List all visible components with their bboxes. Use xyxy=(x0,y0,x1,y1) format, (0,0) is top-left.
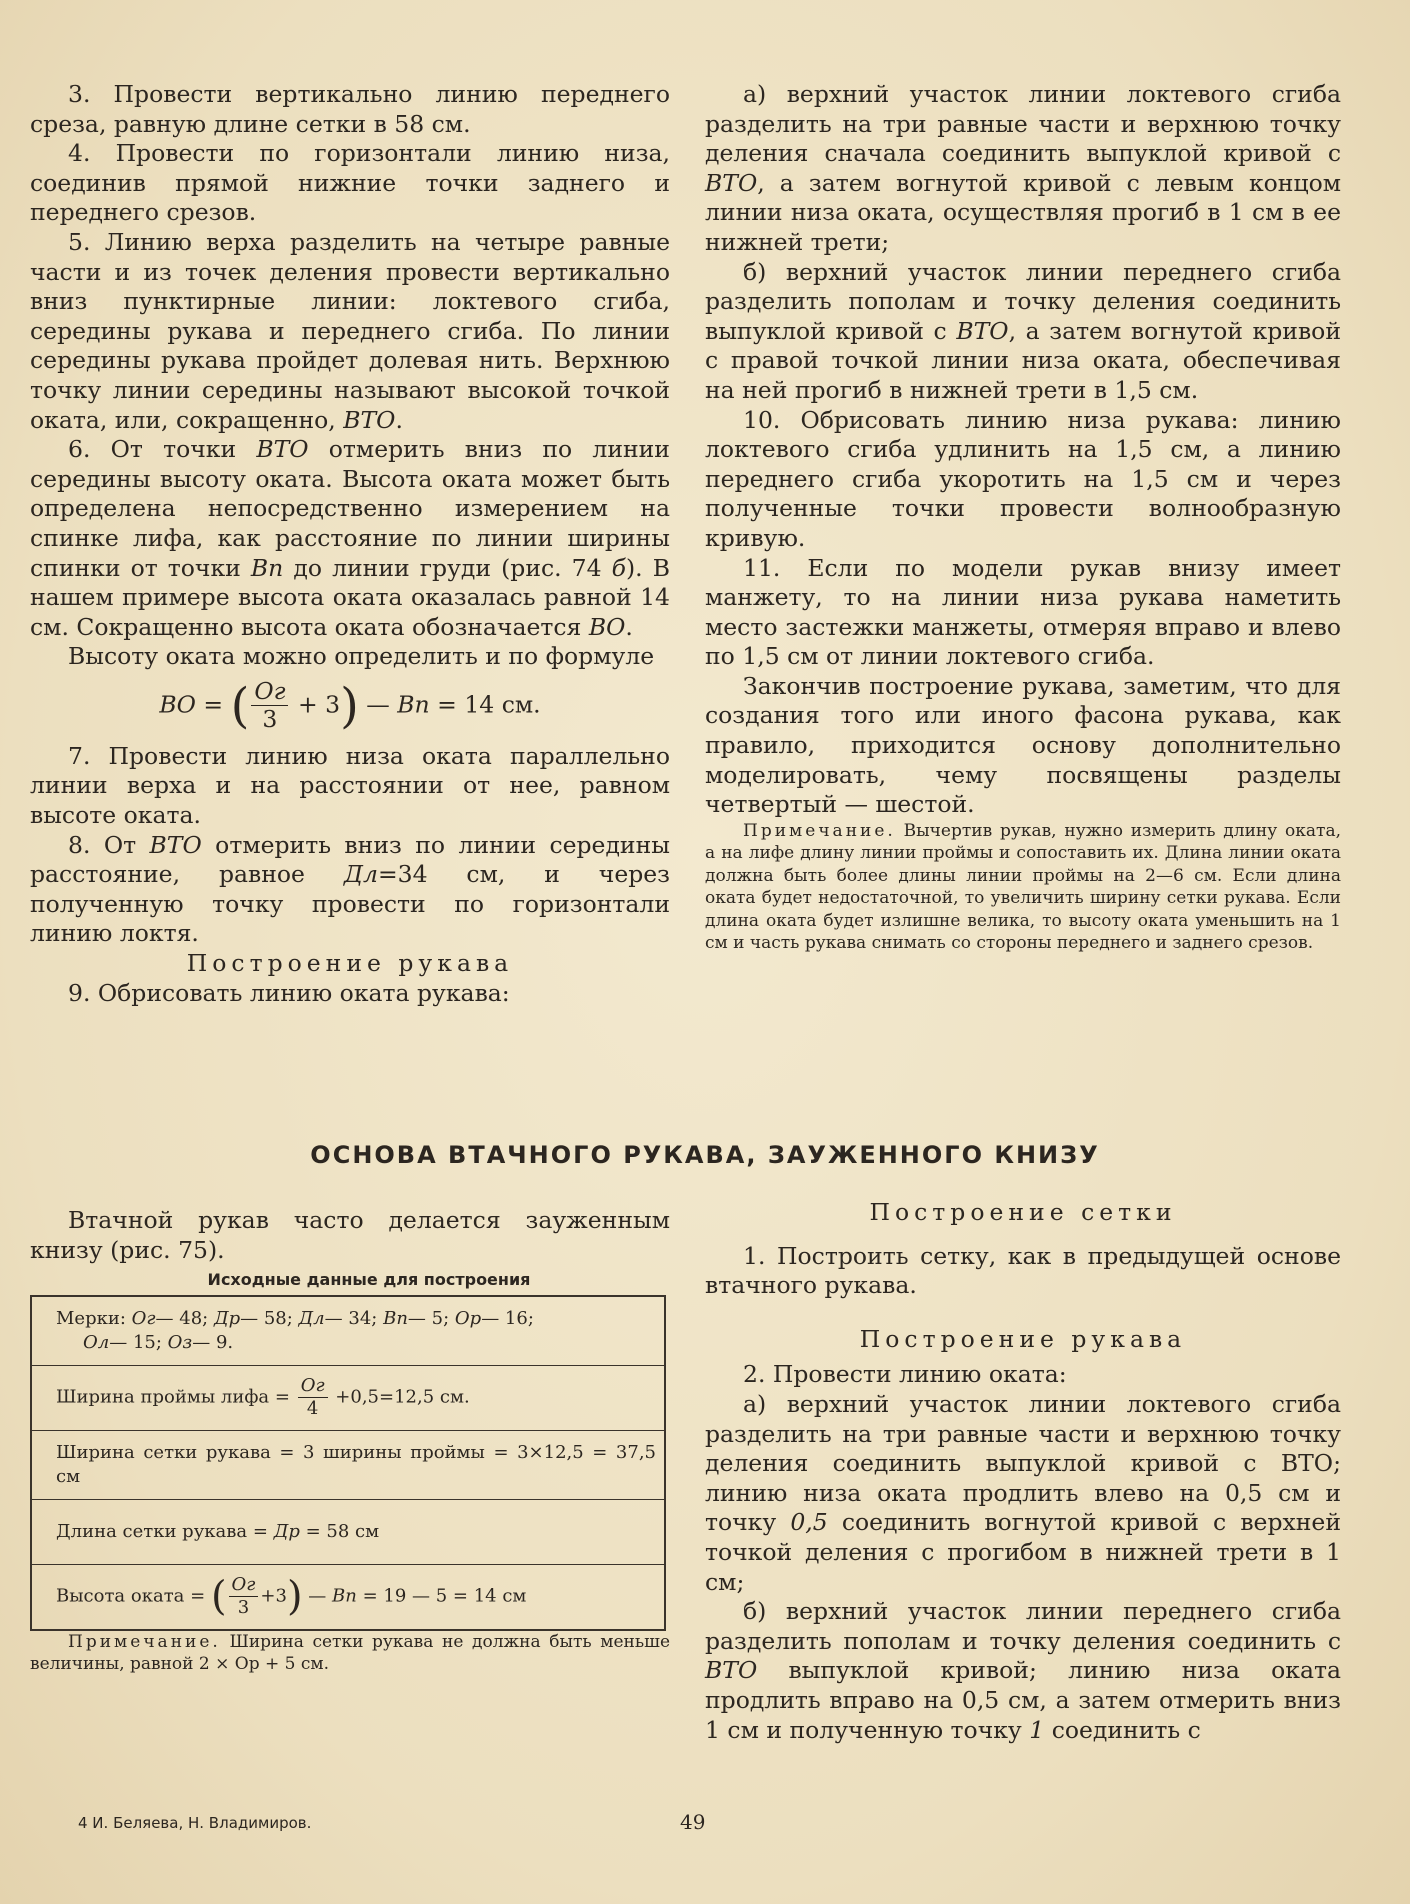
cap-height-cell: Высота оката = ( $\frac{Ог}{3}$ +3) — Вп = 19 — 5 = 14 см xyxy=(31,1564,665,1630)
formula-vo: ВО = ( $\frac{Ог}{3}$ + 3) — Вп = 14 см. xyxy=(159,676,541,734)
measurements-cell: Мерки: Ог— 48; Др— 58; Дл— 34; Вп— 5; Ор— 16; Ол— 15; Оз— 9. xyxy=(56,1307,534,1353)
step-2a: а) верхний участок линии локтевого сгиба разделить на три равные части и верхнюю точку деления соединить выпуклой кривой с ВТО; линию низа оката продлить влево на 0,5 см и точку 0,5 соединить вогнутой кривой с верхней точкой деления с прогибом в нижней трети в 1 см; xyxy=(705,1389,1341,1596)
page-number: 49 xyxy=(680,1810,706,1834)
closing-paragraph: Закончив построение рукава, заметим, что для создания того или иного фасона рукава, как правило, приходится основу дополнительно моделировать, чему посвящены разделы четвертый — шестой. xyxy=(705,671,1341,819)
step-4: 4. Провести по горизонтали линию низа, соединив прямой нижние точки заднего и переднего срезов. xyxy=(30,139,670,227)
right-column-2 xyxy=(705,1198,1341,1745)
step-2b: б) верхний участок линии переднего сгиба разделить пополам и точку деления соединить с ВТО выпуклой кривой; линию низа оката продлить вправо на 0,5 см, а затем отмерить вниз 1 см и полученную точку 1 соединить с xyxy=(705,1597,1341,1744)
table-row xyxy=(31,1365,665,1430)
subheading-grid-construction: Построение сетки xyxy=(869,1198,1177,1226)
table-title: Исходные данные для построения xyxy=(207,1270,531,1290)
grid-width-cell: Ширина сетки рукава = 3 ширины проймы = 3×12,5 = 37,5 см xyxy=(31,1430,665,1499)
step-8: 8. От ВТО отмерить вниз по линии середины расстояние, равное Дл=34 см, и через полученную точку провести по горизонтали линию локтя. xyxy=(30,830,670,948)
note: Примечание. Вычертив рукав, нужно измерить длину оката, а на лифе длину линии проймы и сопоставить их. Длина линии оката должна быть более длины линии проймы на 2—6 см. Если длина оката будет недостаточной, то увеличить ширину сетки рукава. Если длина оката будет излишне велика, то высоту оката уменьшить на 1 см и часть рукава снимать со стороны переднего и заднего срезов. xyxy=(705,820,1341,954)
step-2: 2. Провести линию оката: xyxy=(743,1360,1067,1389)
subheading-sleeve-construction-2: Построение рукава xyxy=(859,1324,1187,1353)
left-column-2 xyxy=(30,1206,670,1675)
step-9a: а) верхний участок линии локтевого сгиба разделить на три равные части и верхнюю точку деления сначала соединить выпуклой кривой с ВТО, а затем вогнутой кривой с левым концом линии низа оката, осуществляя прогиб в 1 см в ее нижней трети; xyxy=(705,80,1341,256)
step-11: 11. Если по модели рукав внизу имеет манжету, то на линии низа рукава наметить место застежки манжеты, отмеряя вправо и влево по 1,5 см от линии локтевого сгиба. xyxy=(705,553,1341,671)
intro: Втачной рукав часто делается зауженным книзу (рис. 75). xyxy=(30,1206,670,1264)
left-column xyxy=(30,80,670,1008)
subheading-sleeve-construction: Построение рукава xyxy=(186,949,514,978)
step-9b: б) верхний участок линии переднего сгиба разделить пополам и точку деления соединить выпуклой кривой с ВТО, а затем вогнутой кривой с правой точкой линии низа оката, обеспечивая на ней прогиб в нижней трети в 1,5 см. xyxy=(705,257,1341,404)
footer-signature: 4 И. Беляева, Н. Владимиров. xyxy=(78,1814,312,1832)
table-row xyxy=(31,1296,665,1366)
step-7: 7. Провести линию низа оката параллельно линии верха и на расстоянии от нее, равном высоте оката. xyxy=(30,741,670,830)
section-title: ОСНОВА ВТАЧНОГО РУКАВА, ЗАУЖЕННОГО КНИЗУ xyxy=(310,1141,1100,1169)
step-10: 10. Обрисовать линию низа рукава: линию локтевого сгиба удлинить на 1,5 см, а линию переднего сгиба укоротить на 1,5 см и через полученные точки провести волнообразную кривую. xyxy=(705,405,1341,552)
step-6: 6. От точки ВТО отмерить вниз по линии середины высоту оката. Высота оката может быть определена непосредственно измерением на спинке лифа, как расстояние по линии ширины спинки от точки Вп до линии груди (рис. 74 б). В нашем примере высота оката оказалась равной 14 см. Сокращенно высота оката обозначается ВО. xyxy=(30,435,670,641)
step-1: 1. Построить сетку, как в предыдущей основе втачного рукава. xyxy=(705,1241,1341,1300)
right-column xyxy=(705,80,1341,955)
grid-length-cell: Длина сетки рукава = Др = 58 см xyxy=(31,1499,665,1564)
formula-intro: Высоту оката можно определить и по формуле xyxy=(68,642,655,671)
step-3: 3. Провести вертикально линию переднего среза, равную длине сетки в 58 см. xyxy=(30,80,670,138)
table-row xyxy=(31,1499,665,1564)
step-5: 5. Линию верха разделить на четыре равные части и из точек деления провести вертикально вниз пунктирные линии: локтевого сгиба, середины рукава и переднего сгиба. По линии середины рукава пройдет долевая нить. Верхнюю точку линии середины называют высокой точкой оката, или, сокращенно, ВТО. xyxy=(30,227,670,434)
step-9: 9. Обрисовать линию оката рукава: xyxy=(68,978,510,1007)
table-row xyxy=(31,1564,665,1630)
source-data-table xyxy=(30,1295,666,1631)
table-note: Примечание. Ширина сетки рукава не должна быть меньше величины, равной 2 × Ор + 5 см. xyxy=(30,1631,671,1674)
armhole-width-cell: Ширина проймы лифа = $\frac{Ог}{4}$ +0,5=12,5 см. xyxy=(31,1365,665,1430)
table-row xyxy=(31,1430,665,1499)
